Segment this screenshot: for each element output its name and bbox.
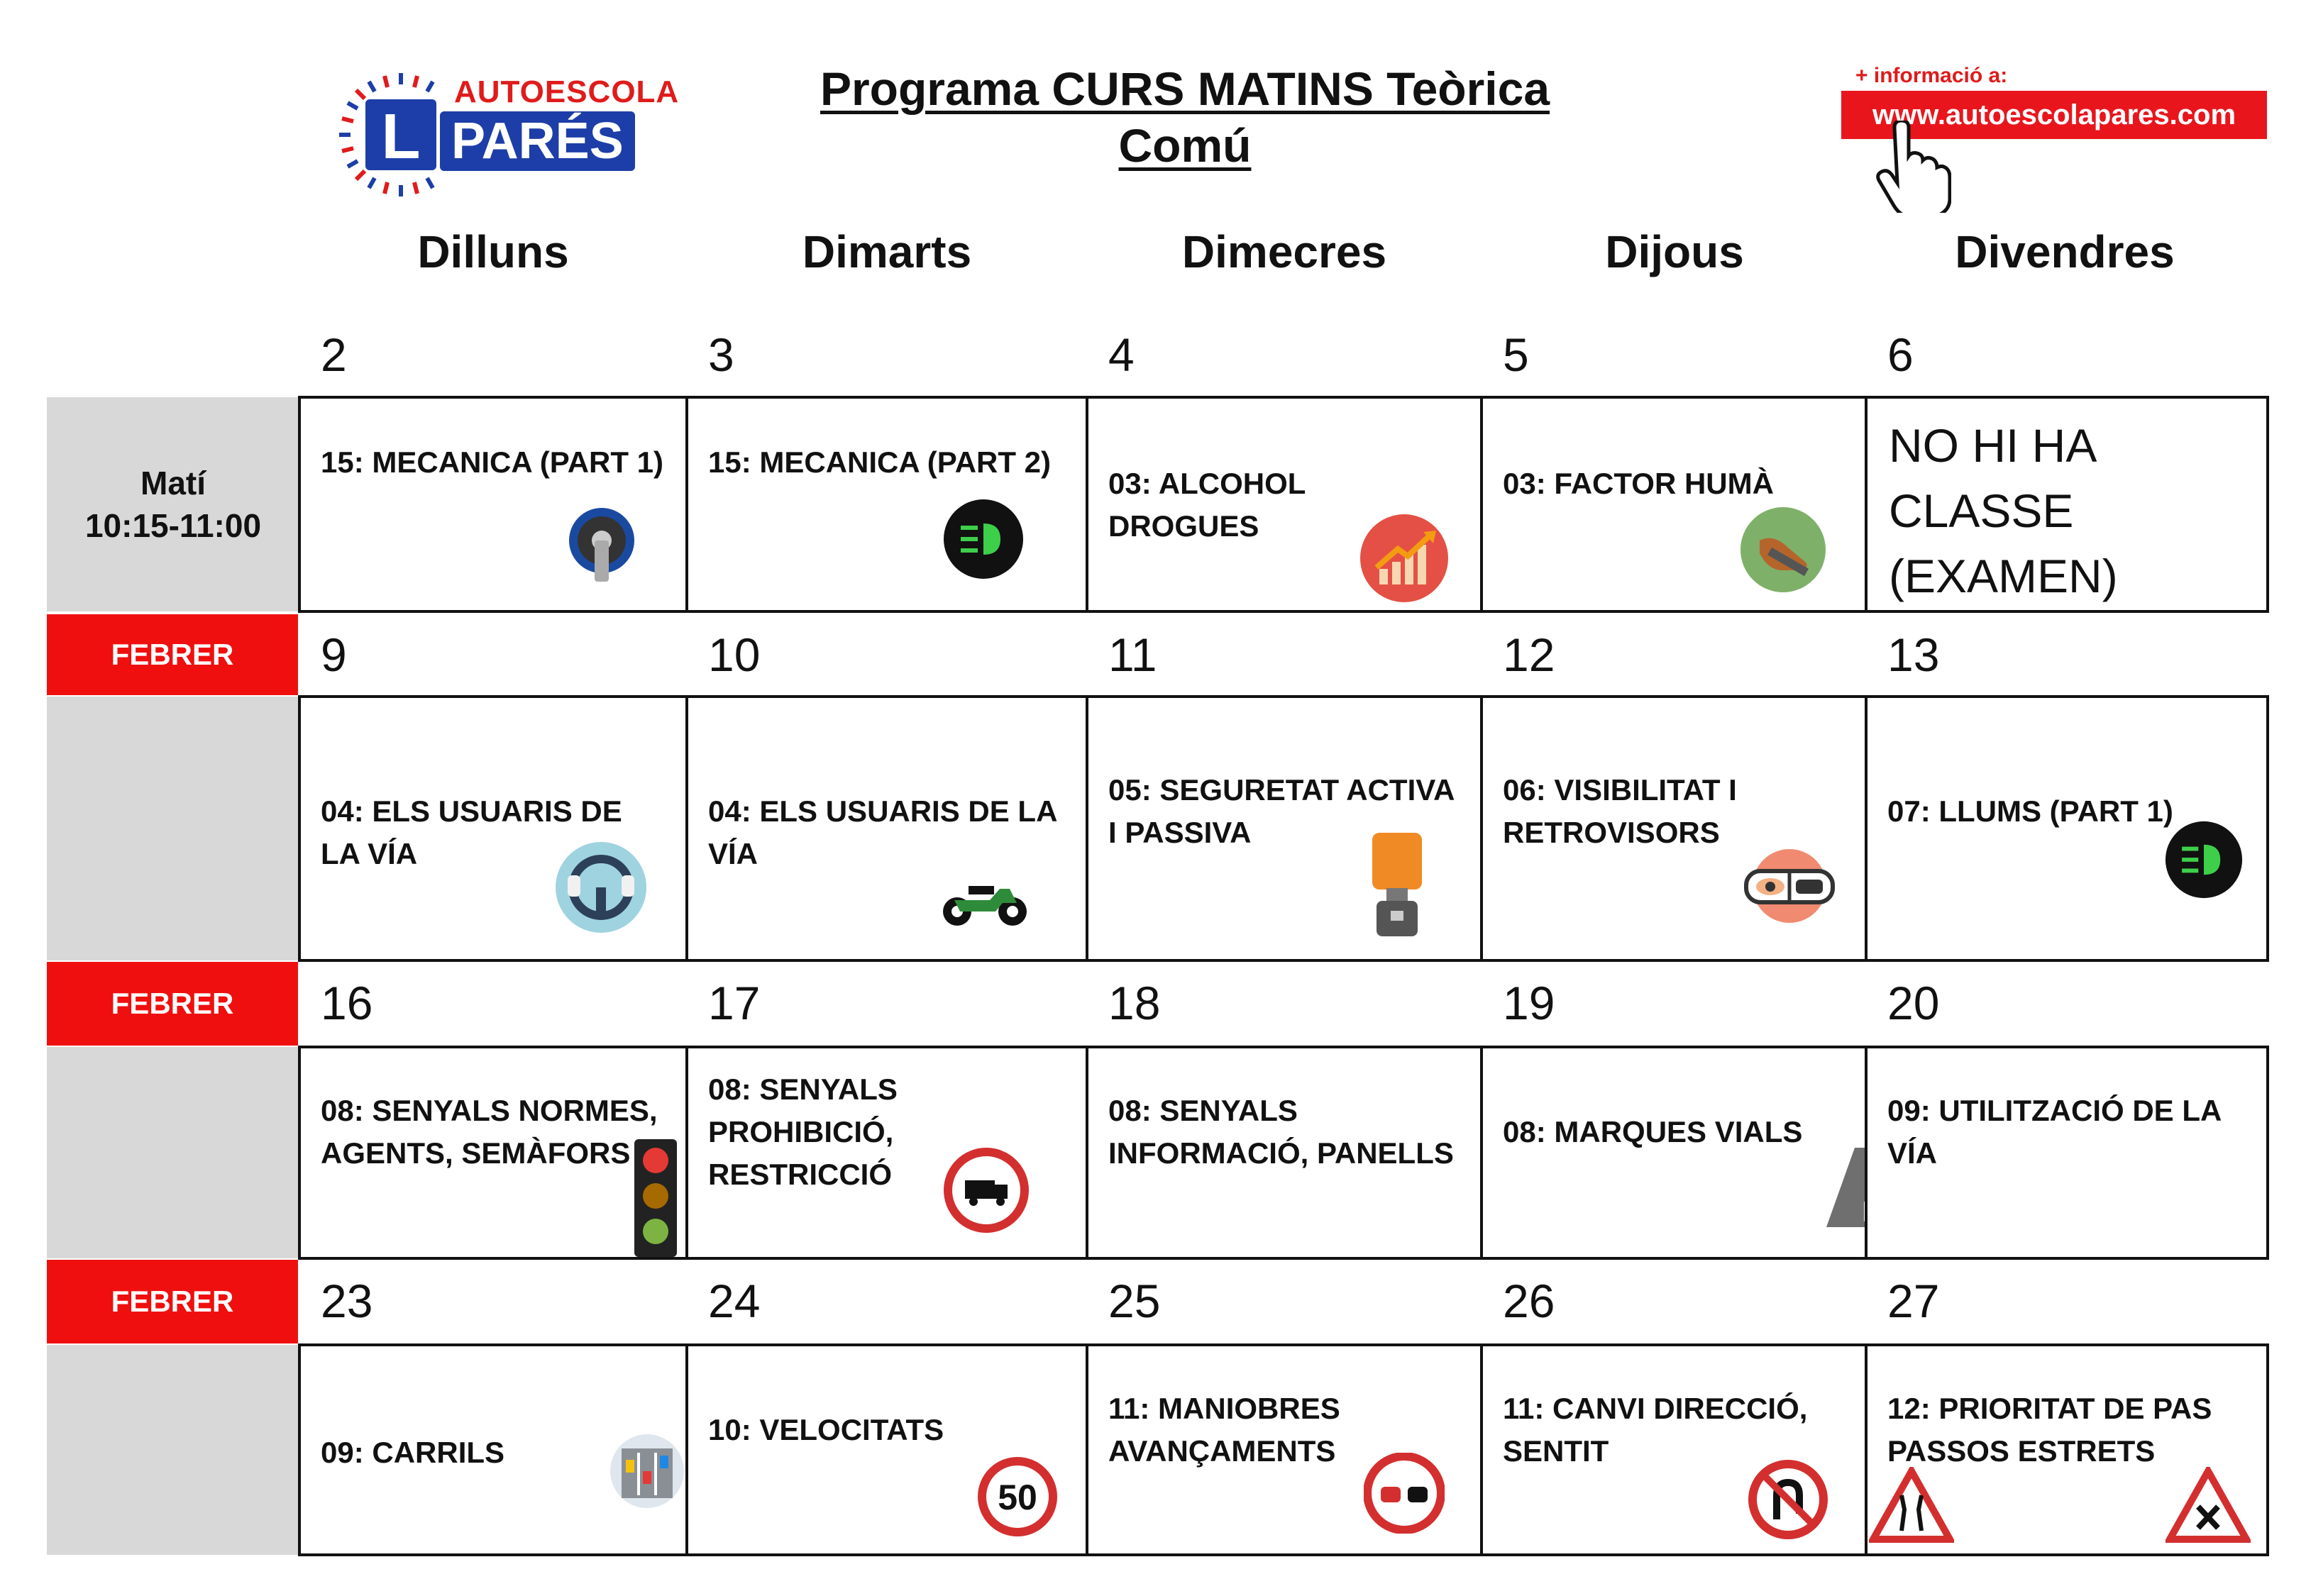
date-number: 20 xyxy=(1887,977,1940,1029)
lesson-cell xyxy=(1086,695,1483,962)
lesson-cell xyxy=(1865,1343,2269,1556)
headlight-icon xyxy=(942,498,1025,580)
date-number: 6 xyxy=(1887,328,1914,381)
lesson-title: 08: SENYALS PROHIBICIÓ, RESTRICCIÓ xyxy=(708,1073,898,1191)
lesson-cell xyxy=(1480,1046,1868,1260)
lesson-title: 04: ELS USUARIS DE LA VÍA xyxy=(708,794,1057,870)
month-label: FEBRER xyxy=(47,614,298,695)
lesson-title: 11: CANVI DIRECCIÓ, SENTIT xyxy=(1503,1392,1808,1468)
pointer-hand-icon xyxy=(1873,121,1951,213)
date-number: 5 xyxy=(1503,328,1529,381)
day-header-wednesday: Dimecres xyxy=(1181,226,1387,277)
chart-up-icon xyxy=(1358,512,1450,604)
date-number: 18 xyxy=(1108,977,1161,1029)
website-link[interactable]: www.autoescolapares.com xyxy=(1841,91,2267,139)
lesson-cell xyxy=(1086,1343,1483,1556)
date-number: 27 xyxy=(1887,1275,1940,1327)
date-number: 3 xyxy=(708,328,734,381)
lesson-title: 09: UTILITZACIÓ DE LA VÍA xyxy=(1887,1094,2221,1170)
info-label: + informació a: xyxy=(1855,64,2008,87)
date-number: 25 xyxy=(1108,1275,1161,1327)
lesson-cell xyxy=(1480,695,1868,962)
date-number: 16 xyxy=(321,977,373,1029)
lesson-title: 05: SEGURETAT ACTIVA I PASSIVA xyxy=(1108,773,1454,849)
autoescola-logo xyxy=(333,67,680,202)
lesson-cell xyxy=(1086,1046,1483,1260)
lesson-cell xyxy=(298,1046,688,1260)
no-overtaking-sign-icon xyxy=(1364,1453,1445,1534)
logo-letter: L xyxy=(381,101,421,172)
lesson-title: 03: ALCOHOL DROGUES xyxy=(1108,467,1306,543)
date-number: 13 xyxy=(1887,628,1940,681)
date-number: 24 xyxy=(708,1275,761,1327)
mirror-eye-icon xyxy=(1742,847,1837,925)
lesson-cell xyxy=(685,396,1088,613)
lesson-cell xyxy=(1480,396,1868,613)
lesson-cell xyxy=(1865,1046,2269,1260)
motorcycle-icon xyxy=(940,872,1030,929)
lesson-title: 10: VELOCITATS xyxy=(708,1413,944,1446)
lesson-cell xyxy=(298,1343,688,1556)
date-number: 23 xyxy=(321,1275,373,1327)
lesson-title: 08: SENYALS INFORMACIÓ, PANELLS xyxy=(1108,1094,1454,1170)
date-number: 19 xyxy=(1503,977,1555,1029)
lesson-title: 03: FACTOR HUMÀ xyxy=(1503,467,1774,500)
date-number: 12 xyxy=(1503,628,1555,681)
time-hours: 10:15-11:00 xyxy=(84,507,262,544)
date-number: 10 xyxy=(708,628,761,681)
side-column xyxy=(47,1047,299,1258)
seatbelt-icon xyxy=(1358,833,1436,939)
lesson-title: 08: SENYALS NORMES, AGENTS, SEMÀFORS xyxy=(321,1094,658,1170)
speed-limit-sign-icon xyxy=(978,1457,1057,1536)
side-column xyxy=(47,1345,299,1555)
lesson-cell xyxy=(685,1046,1088,1260)
date-number: 17 xyxy=(708,977,761,1029)
lesson-cell xyxy=(1086,396,1483,613)
title-line-2: Comú xyxy=(1118,119,1252,172)
headlight-icon xyxy=(2164,820,2244,899)
lesson-title: 11: MANIOBRES AVANÇAMENTS xyxy=(1108,1392,1340,1468)
lesson-title: 07: LLUMS (PART 1) xyxy=(1887,794,2173,828)
lesson-cell xyxy=(298,695,688,962)
traffic-lanes-icon xyxy=(605,1431,690,1509)
no-u-turn-sign-icon xyxy=(1748,1460,1828,1539)
narrow-road-sign-icon xyxy=(1869,1467,1954,1544)
month-label: FEBRER xyxy=(47,1260,298,1343)
side-column xyxy=(47,697,299,960)
lesson-cell xyxy=(1865,695,2269,962)
traffic-light-icon xyxy=(629,1139,683,1257)
lesson-title: 15: MECANICA (PART 2) xyxy=(708,445,1052,479)
no-class-notice: NO HI HA CLASSE (EXAMEN) xyxy=(1889,419,2118,602)
date-number: 9 xyxy=(321,628,347,681)
steering-wheel-icon xyxy=(553,840,649,935)
day-header-monday: Dilluns xyxy=(417,226,569,277)
lesson-title: 15: MECANICA (PART 1) xyxy=(321,445,664,479)
lesson-title: 08: MARQUES VIALS xyxy=(1503,1115,1803,1148)
intersection-priority-sign-icon xyxy=(2166,1467,2251,1544)
lesson-cell xyxy=(1865,396,2269,613)
lesson-title: 09: CARRILS xyxy=(321,1436,505,1469)
title-line-1: Programa CURS MATINS Teòrica xyxy=(820,62,1550,115)
lesson-title: 12: PRIORITAT DE PAS PASSOS ESTRETS xyxy=(1887,1392,2212,1468)
logo-top-text: AUTOESCOLA xyxy=(454,74,680,109)
logo-bottom-text: PARÉS xyxy=(440,111,635,171)
month-label: FEBRER xyxy=(47,962,298,1046)
lesson-cell xyxy=(685,1343,1088,1556)
day-header-friday: Divendres xyxy=(1955,226,2175,277)
time-slot-label xyxy=(47,397,299,611)
lesson-cell xyxy=(298,396,688,613)
speed-limit-value: 50 xyxy=(998,1478,1037,1517)
date-number: 11 xyxy=(1108,628,1157,681)
lesson-cell xyxy=(1480,1343,1868,1556)
no-trucks-sign-icon xyxy=(944,1148,1029,1233)
date-number: 2 xyxy=(321,328,347,381)
page-title xyxy=(710,60,1660,174)
ignition-key-icon xyxy=(566,505,637,583)
date-number: 26 xyxy=(1503,1275,1555,1327)
day-header-thursday: Dijous xyxy=(1605,226,1744,277)
lesson-title: 04: ELS USUARIS DE LA VÍA xyxy=(321,794,622,870)
time-label: Matí xyxy=(140,465,206,501)
lesson-cell xyxy=(685,695,1088,962)
date-number: 4 xyxy=(1108,328,1135,381)
pedal-foot-icon xyxy=(1738,505,1828,594)
lesson-title: 06: VISIBILITAT I RETROVISORS xyxy=(1503,773,1737,849)
day-header-tuesday: Dimarts xyxy=(802,226,972,277)
